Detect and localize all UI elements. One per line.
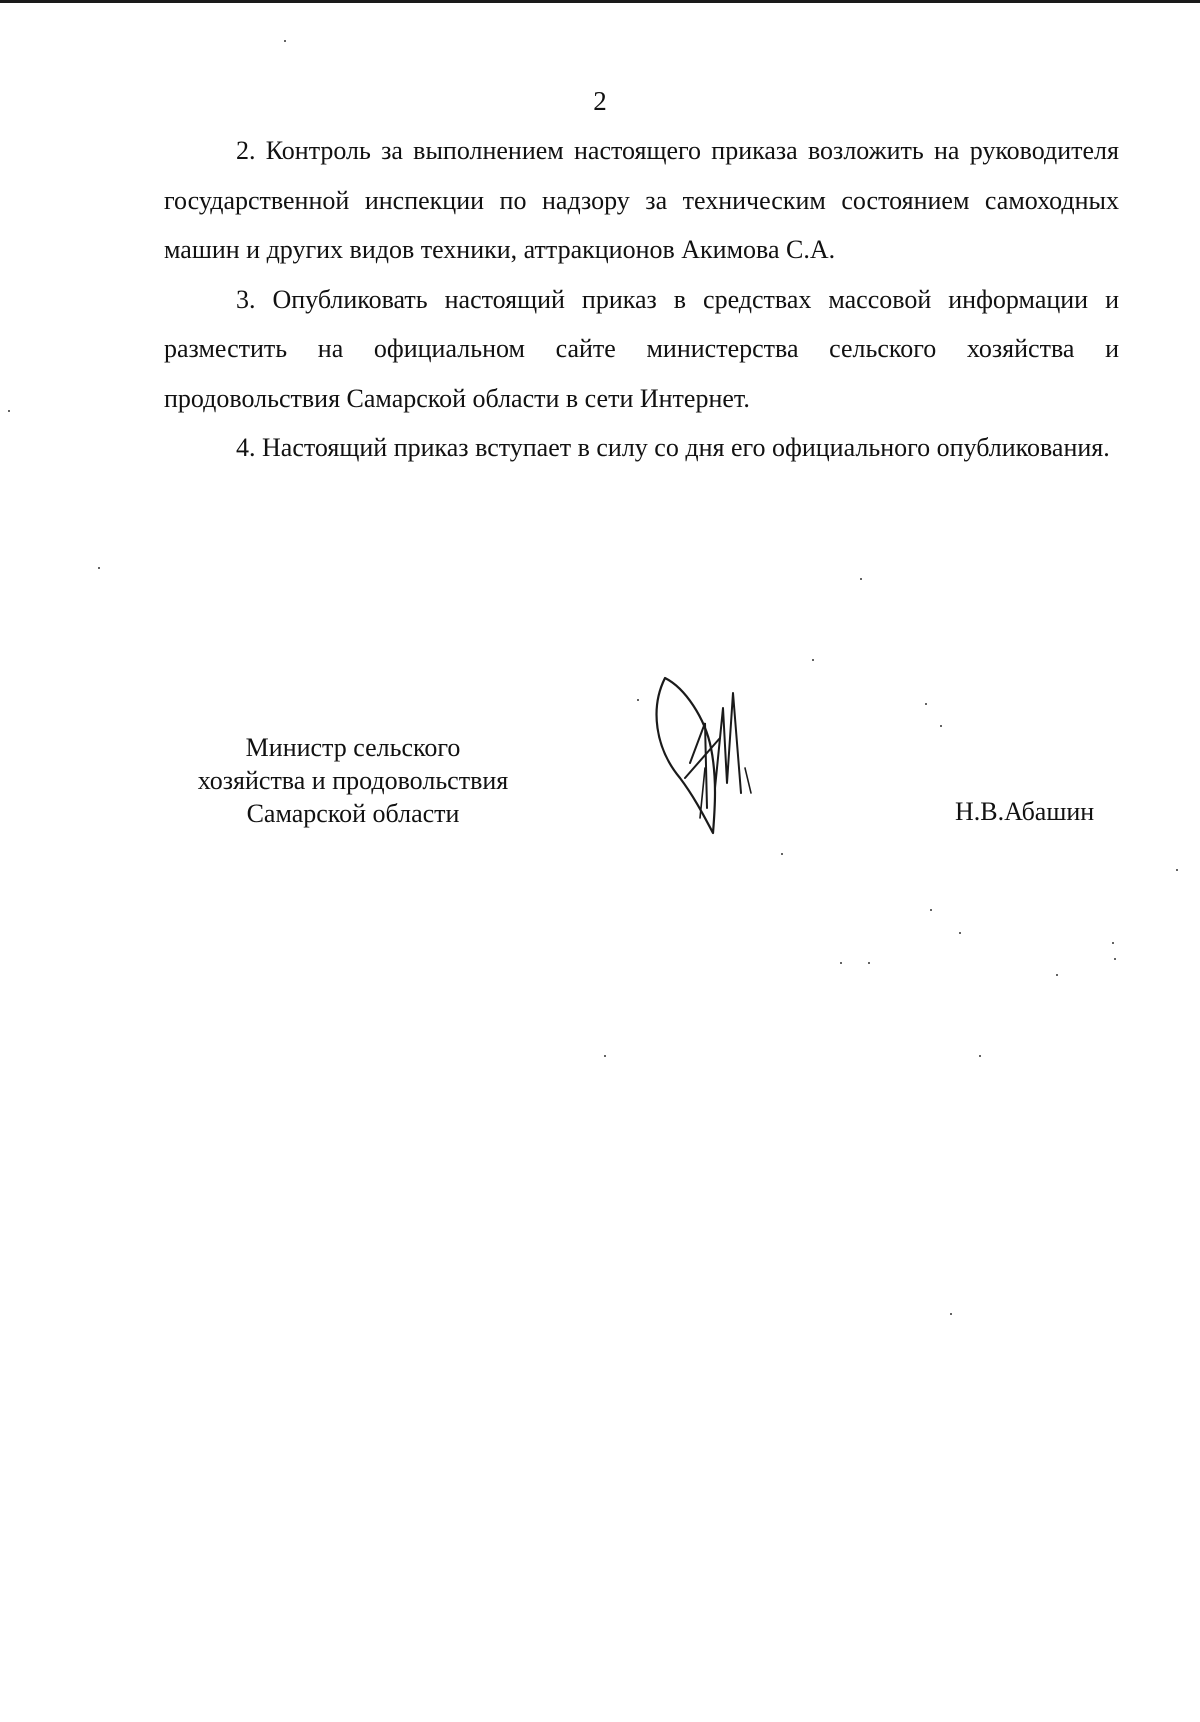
scan-speck: [840, 962, 842, 964]
scan-speck: [868, 962, 870, 964]
signatory-title-line-2: хозяйства и продовольствия: [197, 766, 509, 795]
scan-speck: [812, 659, 814, 661]
page-number: 2: [593, 86, 607, 116]
scan-speck: [8, 410, 10, 412]
scan-speck: [940, 725, 942, 727]
scan-speck: [98, 567, 100, 569]
scan-speck: [959, 932, 961, 934]
scan-speck: [930, 909, 932, 911]
signatory-title-line-3: Самарской области: [246, 799, 460, 828]
scan-speck: [284, 40, 286, 42]
scan-speck: [979, 1055, 981, 1057]
scan-speck: [604, 1055, 606, 1057]
scan-speck: [925, 703, 927, 705]
scan-speck: [637, 699, 639, 701]
scan-speck: [1176, 869, 1178, 871]
scan-top-border: [0, 0, 1200, 3]
signatory-title-line-1: Министр сельского: [245, 733, 461, 762]
paragraph-effective-date: 4. Настоящий приказ вступает в силу со дня его официального опубликования.: [236, 433, 1110, 462]
scan-speck: [1112, 942, 1114, 944]
scan-speck: [1056, 974, 1058, 976]
scan-speck: [950, 1313, 952, 1315]
scan-speck: [860, 578, 862, 580]
scan-speck: [781, 853, 783, 855]
paragraph-control: 2. Контроль за выполнением настоящего приказа возложить на руководителя государственной инспекции по надзору за техническим состоянием самоходных машин и других видов техники, аттракционов Акимова С.А.: [164, 136, 1119, 264]
signer-name: Н.В.Абашин: [955, 797, 1095, 826]
signatory-title: [178, 731, 528, 830]
document-body: [164, 126, 1119, 473]
paragraph-publication: 3. Опубликовать настоящий приказ в средствах массовой информации и разместить на официальном сайте министерства сельского хозяйства и продовольствия Самарской области в сети Интернет.: [164, 284, 1119, 413]
handwritten-signature: [645, 668, 775, 848]
scan-speck: [1114, 958, 1116, 960]
